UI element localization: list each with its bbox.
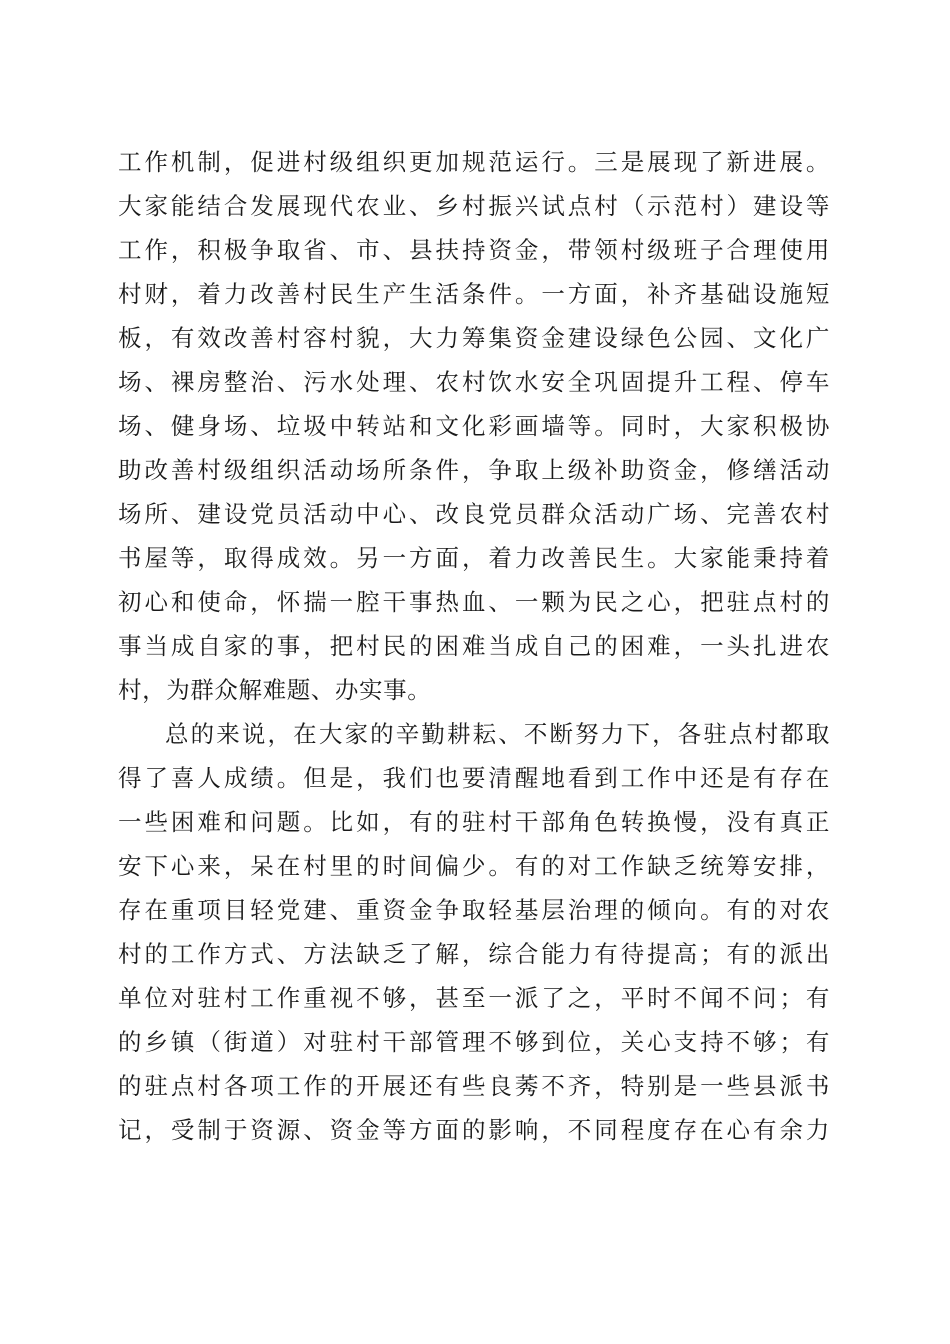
text-line: 工作机制，促进村级组织更加规范运行。三是展现了新进展。 bbox=[118, 148, 830, 176]
text-line: 书屋等，取得成效。另一方面，着力改善民生。大家能秉持着 bbox=[118, 544, 830, 572]
text-line: 单位对驻村工作重视不够，甚至一派了之，平时不闻不问；有 bbox=[118, 984, 830, 1012]
text-line: 助改善村级组织活动场所条件，争取上级补助资金，修缮活动 bbox=[118, 456, 830, 484]
text-line: 场所、建设党员活动中心、改良党员群众活动广场、完善农村 bbox=[118, 500, 830, 528]
text-line: 大家能结合发展现代农业、乡村振兴试点村（示范村）建设等 bbox=[118, 192, 830, 220]
paragraph-1 bbox=[118, 140, 830, 712]
text-line: 的驻点村各项工作的开展还有些良莠不齐，特别是一些县派书 bbox=[118, 1072, 830, 1100]
text-line: 的乡镇（街道）对驻村干部管理不够到位，关心支持不够；有 bbox=[118, 1028, 830, 1056]
text-line: 事当成自家的事，把村民的困难当成自己的困难，一头扎进农 bbox=[118, 632, 830, 660]
text-line: 场、裸房整治、污水处理、农村饮水安全巩固提升工程、停车 bbox=[118, 368, 830, 396]
text-line: 一些困难和问题。比如，有的驻村干部角色转换慢，没有真正 bbox=[118, 808, 830, 836]
text-line: 场、健身场、垃圾中转站和文化彩画墙等。同时，大家积极协 bbox=[118, 412, 830, 440]
text-line: 记，受制于资源、资金等方面的影响，不同程度存在心有余力 bbox=[118, 1116, 830, 1144]
text-line: 得了喜人成绩。但是，我们也要清醒地看到工作中还是有存在 bbox=[118, 764, 830, 792]
text-line: 初心和使命，怀揣一腔干事热血、一颗为民之心，把驻点村的 bbox=[118, 588, 830, 616]
text-line: 安下心来，呆在村里的时间偏少。有的对工作缺乏统筹安排， bbox=[118, 852, 830, 880]
text-line: 村财，着力改善村民生产生活条件。一方面，补齐基础设施短 bbox=[118, 280, 830, 308]
text-line: 存在重项目轻党建、重资金争取轻基层治理的倾向。有的对农 bbox=[118, 896, 830, 924]
text-line: 工作，积极争取省、市、县扶持资金，带领村级班子合理使用 bbox=[118, 236, 830, 264]
paragraph-2 bbox=[118, 712, 830, 1152]
text-line: 村，为群众解难题、办实事。 bbox=[118, 676, 432, 704]
text-line: 板，有效改善村容村貌，大力筹集资金建设绿色公园、文化广 bbox=[118, 324, 830, 352]
text-line: 总的来说，在大家的辛勤耕耘、不断努力下，各驻点村都取 bbox=[165, 720, 830, 748]
text-line: 村的工作方式、方法缺乏了解，综合能力有待提高；有的派出 bbox=[118, 940, 830, 968]
